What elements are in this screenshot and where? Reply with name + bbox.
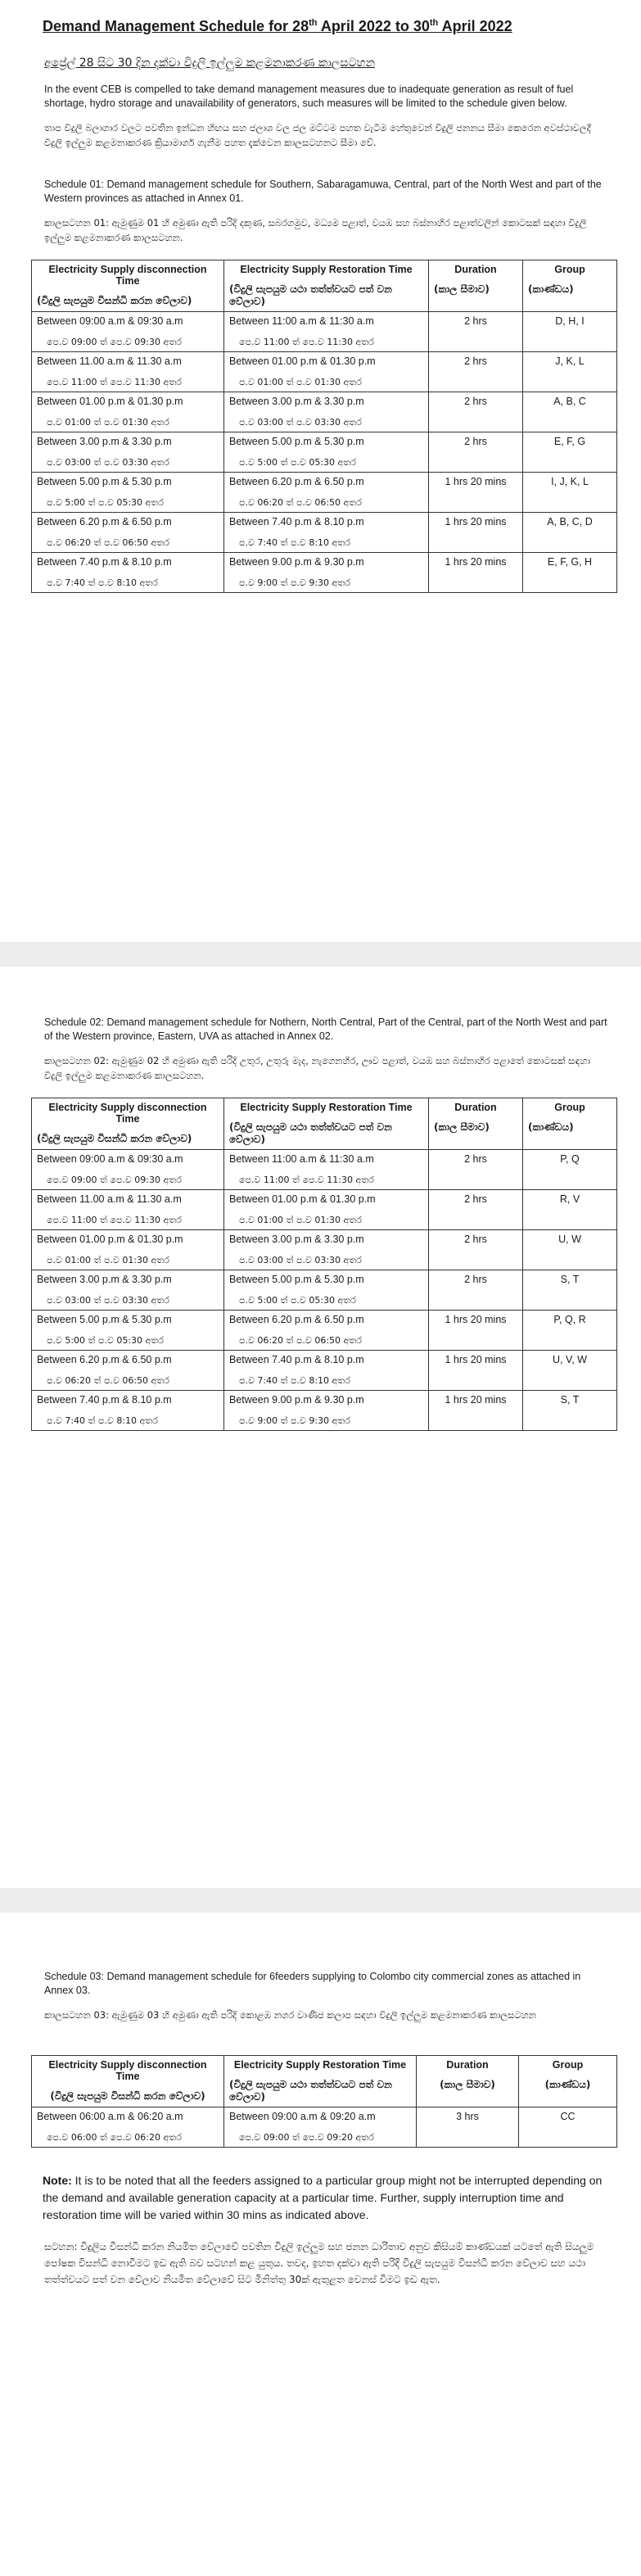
intro-english: In the event CEB is compelled to take demand management measures due to inadequate generation as result of fuel shortage, hydro storage and unavailability of generators, such measures will be limited to the schedule given below. bbox=[44, 84, 574, 109]
disconnect-time-cell: Between 11.00 a.m & 11.30 a.m පෙ.ව 11:00 ත් පෙ.ව 11:30 අතර bbox=[32, 352, 224, 392]
table-row bbox=[32, 1150, 617, 1190]
col-disconnect: Electricity Supply disconnection Time (විදුලි සැපයුම විසන්ධි කරන වේලාව) bbox=[32, 1098, 224, 1150]
disconnect-time-cell: Between 06:00 a.m & 06:20 a.m පෙ.ව 06:00 ත් පෙ.ව 06:20 අතර bbox=[32, 2107, 224, 2148]
disconnect-time-cell: Between 5.00 p.m & 5.30 p.m ප.ව 5:00 ත් ප.ව 05:30 අතර bbox=[32, 1311, 224, 1351]
schedule3-heading: Schedule 03: Demand management schedule for 6feeders supplying to Colombo city commercial zones as attached in Annex 03. bbox=[44, 1971, 581, 1996]
duration-cell: 2 hrs bbox=[429, 1190, 523, 1230]
col-restore: Electricity Supply Restoration Time (විදුලි සැපයුම යථා තත්ත්වයට පත් වන වේලාව) bbox=[224, 1098, 429, 1150]
group-cell: A, B, C, D bbox=[523, 513, 617, 553]
table-header-row bbox=[32, 1098, 617, 1150]
col-restore: Electricity Supply Restoration Time (විදුලි සැපයුම යථා තත්ත්වයට පත් වන වේලාව) bbox=[224, 260, 429, 312]
duration-cell: 1 hrs 20 mins bbox=[429, 473, 523, 513]
disconnect-time-cell: Between 5.00 p.m & 5.30 p.m ප.ව 5:00 ත් ප.ව 05:30 අතර bbox=[32, 473, 224, 513]
restore-time-cell: Between 09:00 a.m & 09:20 a.m පෙ.ව 09:00 ත් පෙ.ව 09:20 අතර bbox=[224, 2107, 417, 2148]
table-row bbox=[32, 432, 617, 473]
group-cell: S, T bbox=[523, 1270, 617, 1311]
schedule1-heading: Schedule 01: Demand management schedule for Southern, Sabaragamuwa, Central, part of the North West and part of the Western provinces as attached in Annex 01. bbox=[44, 179, 602, 204]
schedule3-body bbox=[32, 2107, 617, 2148]
duration-cell: 3 hrs bbox=[417, 2107, 519, 2148]
group-cell: A, B, C bbox=[523, 392, 617, 432]
disconnect-time-cell: Between 01.00 p.m & 01.30 p.m ප.ව 01:00 ත් ප.ව 01:30 අතර bbox=[32, 392, 224, 432]
disconnect-time-cell: Between 3.00 p.m & 3.30 p.m ප.ව 03:00 ත් ප.ව 03:30 අතර bbox=[32, 432, 224, 473]
schedule1-heading-sinhala: කාලසටහන 01: ඇමුණුම 01 හි අමුණා ඇති පරිදි දකුණ, සබරගමුව, මධ්‍යම පළාත්, වයඹ සහ බස්නාහිර පළාත්වලින් කොටසක් සඳහා විදුලි ඉල්ලුම කළමනාකරණ කාලසටහන. bbox=[44, 217, 587, 243]
table-row bbox=[32, 553, 617, 593]
col-disconnect: Electricity Supply disconnection Time (විදුලි සැපයුම විසන්ධි කරන වේලාව) bbox=[32, 260, 224, 312]
table-row bbox=[32, 2107, 617, 2148]
restore-time-cell: Between 9.00 p.m & 9.30 p.m ප.ව 9:00 ත් ප.ව 9:30 අතර bbox=[224, 553, 429, 593]
table-row bbox=[32, 352, 617, 392]
group-cell: CC bbox=[519, 2107, 617, 2148]
restore-time-cell: Between 3.00 p.m & 3.30 p.m ප.ව 03:00 ත් ප.ව 03:30 අතර bbox=[224, 392, 429, 432]
table-row bbox=[32, 473, 617, 513]
document-page-1 bbox=[0, 0, 641, 942]
schedule2-table bbox=[31, 1098, 617, 1431]
duration-cell: 2 hrs bbox=[429, 1230, 523, 1270]
disconnect-time-cell: Between 11.00 a.m & 11.30 a.m පෙ.ව 11:00 ත් පෙ.ව 11:30 අතර bbox=[32, 1190, 224, 1230]
table-row bbox=[32, 1391, 617, 1431]
disconnect-time-cell: Between 7.40 p.m & 8.10 p.m ප.ව 7:40 ත් ප.ව 8:10 අතර bbox=[32, 1391, 224, 1431]
table-row bbox=[32, 312, 617, 352]
group-cell: U, W bbox=[523, 1230, 617, 1270]
document-title: Demand Management Schedule for 28th April 2022 to 30th April 2022 bbox=[43, 18, 512, 34]
disconnect-time-cell: Between 7.40 p.m & 8.10 p.m ප.ව 7:40 ත් ප.ව 8:10 අතර bbox=[32, 553, 224, 593]
schedule2-heading-sinhala: කාලසටහන 02: ඇමුණුම 02 හි අමුණා ඇති පරිදි උතුර, උතුරු මැද, නැගෙනහිර, ඌව පළාත්, වයඹ සහ බස්නාහිර පළාතේ කොටසක් සඳහා විදුලි ඉල්ලුම කළමනාකරණ කාලසටහන. bbox=[44, 1055, 591, 1081]
document-page-2 bbox=[0, 967, 641, 1888]
restore-time-cell: Between 01.00 p.m & 01.30 p.m ප.ව 01:00 ත් ප.ව 01:30 අතර bbox=[224, 1190, 429, 1230]
sinhala-title: අප්‍රේල් 28 සිට 30 දින දක්වා විදුලි ඉල්ලුම කළමනාකරණ කාලසටහන bbox=[44, 57, 375, 70]
col-duration: Duration (කාල සීමාව) bbox=[429, 260, 523, 312]
table-row bbox=[32, 1311, 617, 1351]
group-cell: E, F, G, H bbox=[523, 553, 617, 593]
col-disconnect: Electricity Supply disconnection Time (විදුලි සැපයුම විසන්ධි කරන වේලාව) bbox=[32, 2056, 224, 2107]
restore-time-cell: Between 5.00 p.m & 5.30 p.m ප.ව 5:00 ත් ප.ව 05:30 අතර bbox=[224, 1270, 429, 1311]
schedule2-body bbox=[32, 1150, 617, 1431]
restore-time-cell: Between 7.40 p.m & 8.10 p.m ප.ව 7:40 ත් ප.ව 8:10 අතර bbox=[224, 513, 429, 553]
col-group: Group (කාණ්ඩය) bbox=[523, 260, 617, 312]
group-cell: P, Q, R bbox=[523, 1311, 617, 1351]
note-english: Note: It is to be noted that all the feeders assigned to a particular group might not be interrupted depending on the demand and available generation capacity at a particular time. Further, supply interruption time and restoration time will be varied within 30 mins as indicated above. bbox=[43, 2174, 603, 2221]
group-cell: D, H, I bbox=[523, 312, 617, 352]
restore-time-cell: Between 11:00 a.m & 11:30 a.m පෙ.ව 11:00 ත් පෙ.ව 11:30 අතර bbox=[224, 1150, 429, 1190]
group-cell: I, J, K, L bbox=[523, 473, 617, 513]
group-cell: R, V bbox=[523, 1190, 617, 1230]
disconnect-time-cell: Between 6.20 p.m & 6.50 p.m ප.ව 06:20 ත් ප.ව 06:50 අතර bbox=[32, 1351, 224, 1391]
duration-cell: 2 hrs bbox=[429, 1150, 523, 1190]
duration-cell: 2 hrs bbox=[429, 392, 523, 432]
restore-time-cell: Between 01.00 p.m & 01.30 p.m ප.ව 01:00 ත් ප.ව 01:30 අතර bbox=[224, 352, 429, 392]
group-cell: J, K, L bbox=[523, 352, 617, 392]
duration-cell: 2 hrs bbox=[429, 1270, 523, 1311]
schedule2-heading: Schedule 02: Demand management schedule for Nothern, North Central, Part of the Central, part of the North West and part of the Western province, Eastern, UVA as attached in Annex 02. bbox=[44, 1016, 607, 1042]
document-page-3 bbox=[0, 1913, 641, 2576]
intro-sinhala: තාප විදුලි බලාගාර වලට පවතින ඉන්ධන හිඟය සහ ජලාශ වල ජල මට්ටම පහත වැටීම හේතුවෙන් විදුලි ජනනය සීමා කෙරෙන අවස්ථාවලදී විදුලි ඉල්ලුම කළමනාකරණ ක්‍රියාමාර්ග ගැනීම පහත දැක්වෙන කාලසටහනට සීමා වේ. bbox=[44, 122, 591, 148]
note-sinhala: සටහන: විදුලිය විසන්ධි කරන නියමිත වේලාවේ පවතින විදුලි ඉල්ලුම සහ ජනන ධාරිතාව අනුව කිසියම් කාණ්ඩයක් යටතේ ඇති සියලුම පෝෂක විසන්ධි නොවීමට ඉඩ ඇති බව සටහන් කළ යුතුය. තවද, ඉහත දක්වා ඇති පරිදි විදුලි සැපයුම විසන්ධි කරන වේලාව සහ යථා තත්ත්වයට පත් වන වේලාව නියමිත වේලාවේ සිට මිනිත්තු 30ක් ඇතුළත වෙනස් විමට ඉඩ ඇත. bbox=[44, 2241, 594, 2285]
duration-cell: 2 hrs bbox=[429, 312, 523, 352]
duration-cell: 2 hrs bbox=[429, 352, 523, 392]
table-row bbox=[32, 513, 617, 553]
table-row bbox=[32, 1270, 617, 1311]
schedule3-heading-sinhala: කාලසටහන 03: ඇමුණුම 03 හි අමුණා ඇති පරිදි කොළඹ නගර වාණිජ කලාප සඳහා විදුලි ඉල්ලුම කළමනාකරණ කාලසටහන bbox=[44, 2009, 536, 2021]
duration-cell: 1 hrs 20 mins bbox=[429, 553, 523, 593]
table-header-row bbox=[32, 2056, 617, 2107]
table-row bbox=[32, 1190, 617, 1230]
col-duration: Duration (කාල සීමාව) bbox=[417, 2056, 519, 2107]
duration-cell: 1 hrs 20 mins bbox=[429, 1311, 523, 1351]
restore-time-cell: Between 9.00 p.m & 9.30 p.m ප.ව 9:00 ත් ප.ව 9:30 අතර bbox=[224, 1391, 429, 1431]
duration-cell: 1 hrs 20 mins bbox=[429, 1351, 523, 1391]
schedule3-table bbox=[31, 2055, 617, 2148]
restore-time-cell: Between 5.00 p.m & 5.30 p.m ප.ව 5:00 ත් ප.ව 05:30 අතර bbox=[224, 432, 429, 473]
disconnect-time-cell: Between 09:00 a.m & 09:30 a.m පෙ.ව 09:00 ත් පෙ.ව 09:30 අතර bbox=[32, 1150, 224, 1190]
col-group: Group (කාණ්ඩය) bbox=[523, 1098, 617, 1150]
duration-cell: 1 hrs 20 mins bbox=[429, 513, 523, 553]
disconnect-time-cell: Between 09:00 a.m & 09:30 a.m පෙ.ව 09:00 ත් පෙ.ව 09:30 අතර bbox=[32, 312, 224, 352]
disconnect-time-cell: Between 3.00 p.m & 3.30 p.m ප.ව 03:00 ත් ප.ව 03:30 අතර bbox=[32, 1270, 224, 1311]
col-duration: Duration (කාල සීමාව) bbox=[429, 1098, 523, 1150]
restore-time-cell: Between 7.40 p.m & 8.10 p.m ප.ව 7:40 ත් ප.ව 8:10 අතර bbox=[224, 1351, 429, 1391]
table-row bbox=[32, 1351, 617, 1391]
group-cell: S, T bbox=[523, 1391, 617, 1431]
disconnect-time-cell: Between 6.20 p.m & 6.50 p.m ප.ව 06:20 ත් ප.ව 06:50 අතර bbox=[32, 513, 224, 553]
group-cell: E, F, G bbox=[523, 432, 617, 473]
col-restore: Electricity Supply Restoration Time (විදුලි සැපයුම යථා තත්ත්වයට පත් වන වේලාව) bbox=[224, 2056, 417, 2107]
group-cell: P, Q bbox=[523, 1150, 617, 1190]
restore-time-cell: Between 3.00 p.m & 3.30 p.m ප.ව 03:00 ත් ප.ව 03:30 අතර bbox=[224, 1230, 429, 1270]
schedule1-body bbox=[32, 312, 617, 593]
duration-cell: 2 hrs bbox=[429, 432, 523, 473]
group-cell: U, V, W bbox=[523, 1351, 617, 1391]
table-row bbox=[32, 392, 617, 432]
table-header-row bbox=[32, 260, 617, 312]
table-row bbox=[32, 1230, 617, 1270]
col-group: Group (කාණ්ඩය) bbox=[519, 2056, 617, 2107]
disconnect-time-cell: Between 01.00 p.m & 01.30 p.m ප.ව 01:00 ත් ප.ව 01:30 අතර bbox=[32, 1230, 224, 1270]
restore-time-cell: Between 6.20 p.m & 6.50 p.m ප.ව 06:20 ත් ප.ව 06:50 අතර bbox=[224, 1311, 429, 1351]
schedule1-table bbox=[31, 260, 617, 593]
restore-time-cell: Between 6.20 p.m & 6.50 p.m ප.ව 06:20 ත් ප.ව 06:50 අතර bbox=[224, 473, 429, 513]
duration-cell: 1 hrs 20 mins bbox=[429, 1391, 523, 1431]
restore-time-cell: Between 11:00 a.m & 11:30 a.m පෙ.ව 11:00 ත් පෙ.ව 11:30 අතර bbox=[224, 312, 429, 352]
